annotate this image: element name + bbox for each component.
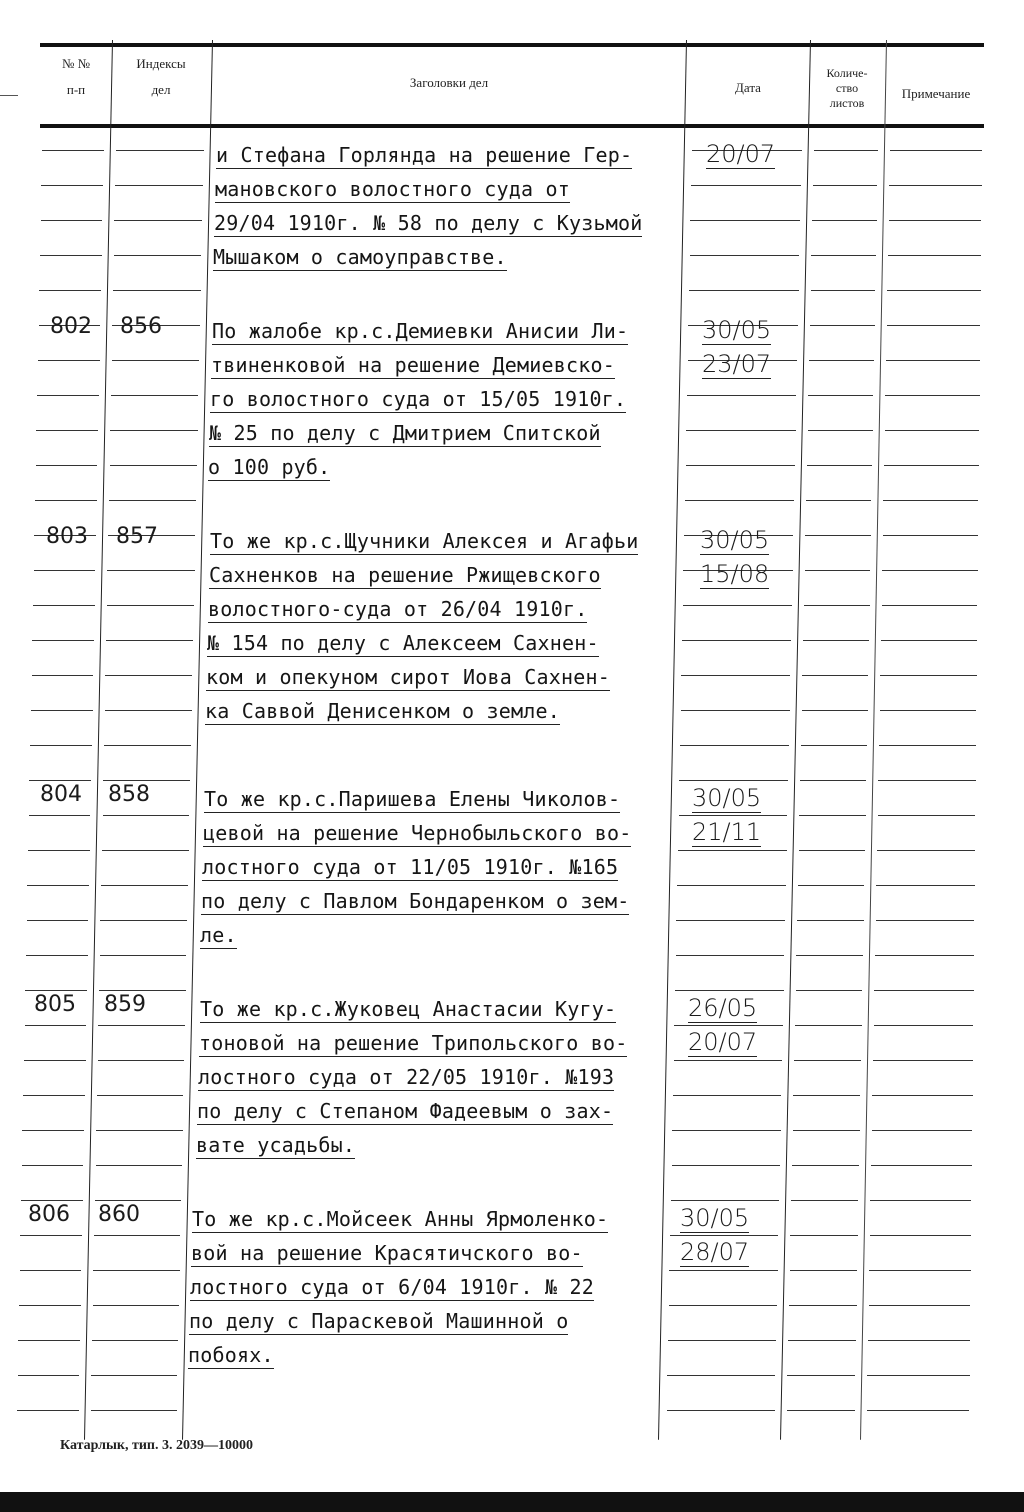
- ruled-line: [885, 395, 979, 396]
- ruled-line: [808, 395, 873, 396]
- ruled-line: [796, 990, 863, 991]
- ruled-line: [690, 220, 800, 221]
- ruled-line: [790, 1270, 858, 1271]
- ruled-line: [883, 535, 978, 536]
- ruled-line: [32, 640, 94, 641]
- ruled-line: [681, 675, 790, 676]
- record-index: 857: [116, 524, 158, 549]
- ruled-line: [94, 1235, 180, 1236]
- ruled-line: [96, 1130, 182, 1131]
- ruled-line: [103, 815, 190, 816]
- ruled-line: [31, 710, 93, 711]
- printer-imprint: Катарлык, тип. 3. 2039—10000: [60, 1438, 253, 1453]
- ruled-line: [867, 1375, 970, 1376]
- ruled-line: [887, 290, 980, 291]
- ruled-line: [683, 605, 792, 606]
- ruled-line: [868, 1340, 970, 1341]
- header-index-sub: дел: [151, 82, 171, 98]
- record-title-line: мановского волостного суда от: [215, 177, 570, 201]
- ruled-line: [811, 255, 876, 256]
- ruled-line: [870, 1200, 971, 1201]
- ruled-line: [106, 640, 193, 641]
- ruled-line: [680, 745, 789, 746]
- ruled-line: [93, 1270, 179, 1271]
- record-title-line: тоновой на решение Трипольского во-: [199, 1031, 628, 1055]
- header-count-3: листов: [829, 96, 865, 110]
- ruled-line: [887, 325, 981, 326]
- ruled-line: [29, 780, 91, 781]
- ruled-line: [890, 150, 982, 151]
- ruled-line: [41, 185, 103, 186]
- ruled-line: [803, 640, 869, 641]
- ruled-line: [107, 570, 194, 571]
- column-line: [860, 40, 887, 1440]
- ruled-line: [810, 325, 875, 326]
- ruled-line: [105, 675, 192, 676]
- record-date: 23/07: [702, 350, 772, 378]
- ruled-line: [677, 885, 786, 886]
- scan-edge-mark: [0, 95, 18, 96]
- ruled-line: [109, 500, 196, 501]
- ruled-line: [804, 605, 870, 606]
- record-title-line: по делу с Павлом Бондаренком о зем-: [201, 889, 630, 913]
- ruled-line: [100, 955, 187, 956]
- ruled-line: [873, 1060, 973, 1061]
- column-line: [84, 40, 113, 1440]
- record-date: 26/05: [688, 994, 758, 1022]
- record-title-line: То же кр.с.Мойсеек Анны Ярмоленко-: [192, 1207, 609, 1231]
- record-date: 30/05: [702, 316, 772, 344]
- ruled-line: [793, 1095, 860, 1096]
- ruled-line: [91, 1410, 177, 1411]
- ruled-line: [812, 220, 877, 221]
- record-date: 30/05: [700, 526, 770, 554]
- ruled-line: [792, 1165, 859, 1166]
- ruled-line: [25, 1025, 87, 1026]
- ruled-line: [670, 1235, 778, 1236]
- ruled-line: [807, 465, 872, 466]
- record-title-line: о 100 руб.: [208, 455, 331, 479]
- ruled-line: [787, 1375, 855, 1376]
- ruled-line: [691, 185, 801, 186]
- record-number: 804: [40, 782, 82, 807]
- ruled-line: [24, 1060, 86, 1061]
- ruled-line: [35, 500, 97, 501]
- record-date: 28/07: [680, 1238, 750, 1266]
- record-number: 802: [50, 314, 92, 339]
- ruled-line: [882, 605, 978, 606]
- header-num-sub: п-п: [66, 82, 86, 98]
- record-title-line: ле.: [200, 923, 237, 947]
- ruled-line: [36, 465, 98, 466]
- ruled-line: [795, 1025, 862, 1026]
- ruled-line: [798, 885, 864, 886]
- ruled-line: [802, 675, 868, 676]
- ruled-line: [112, 360, 200, 361]
- ruled-line: [116, 150, 204, 151]
- ruled-line: [880, 710, 977, 711]
- ruled-line: [95, 1200, 181, 1201]
- record-title-line: № 154 по делу с Алексеем Сахнен-: [207, 631, 599, 655]
- ruled-line: [105, 710, 192, 711]
- ruled-line: [876, 920, 975, 921]
- ruled-line: [787, 1410, 855, 1411]
- ruled-line: [674, 1025, 783, 1026]
- ruled-line: [689, 290, 799, 291]
- ruled-line: [115, 185, 203, 186]
- record-title-line: лостного суда от 11/05 1910г. №165: [202, 855, 619, 879]
- record-title-line: Мышаком о самоуправстве.: [213, 245, 507, 269]
- record-title-line: 29/04 1910г. № 58 по делу с Кузьмой: [214, 211, 643, 235]
- record-title-line: лостного суда от 6/04 1910г. № 22: [190, 1275, 594, 1299]
- ruled-line: [808, 430, 873, 431]
- ruled-line: [687, 395, 796, 396]
- ruled-line: [41, 220, 103, 221]
- ruled-line: [101, 885, 188, 886]
- ruled-line: [867, 1410, 970, 1411]
- record-number: 806: [28, 1202, 70, 1227]
- ruled-line: [876, 885, 974, 886]
- ruled-line: [96, 1165, 182, 1166]
- header-note: Примечание: [901, 86, 971, 101]
- ruled-line: [675, 990, 784, 991]
- ruled-line: [114, 220, 202, 221]
- header-count-1: Количе-: [826, 66, 868, 80]
- record-title-line: волостного-суда от 26/04 1910г.: [208, 597, 588, 621]
- ruled-line: [811, 290, 876, 291]
- scan-bottom-band: [0, 1492, 1024, 1512]
- ruled-line: [99, 990, 186, 991]
- ruled-line: [805, 570, 871, 571]
- record-title-line: вой на решение Красятичского во-: [191, 1241, 583, 1265]
- ruled-line: [676, 955, 785, 956]
- ruled-line: [36, 430, 98, 431]
- ruled-line: [103, 780, 190, 781]
- ruled-line: [872, 1095, 972, 1096]
- ruled-line: [672, 1130, 780, 1131]
- ruled-line: [104, 745, 191, 746]
- ruled-line: [110, 465, 197, 466]
- ruled-line: [690, 255, 800, 256]
- ruled-line: [799, 850, 865, 851]
- ruled-line: [22, 1130, 84, 1131]
- ruled-line: [42, 150, 104, 151]
- ruled-line: [30, 745, 92, 746]
- ruled-line: [93, 1305, 179, 1306]
- ruled-line: [25, 990, 87, 991]
- ruled-line: [679, 815, 788, 816]
- ruled-line: [107, 605, 194, 606]
- ruled-line: [682, 640, 791, 641]
- ruled-line: [676, 920, 785, 921]
- ruled-line: [679, 780, 788, 781]
- ruled-line: [34, 570, 96, 571]
- ruled-line: [26, 955, 88, 956]
- ruled-line: [889, 185, 981, 186]
- ruled-line: [883, 500, 978, 501]
- record-title-line: То же кр.с.Паришева Елены Чиколов-: [204, 787, 621, 811]
- ruled-line: [874, 1025, 974, 1026]
- record-title-line: по делу с Степаном Фадеевым о зах-: [197, 1099, 614, 1123]
- ruled-line: [788, 1340, 856, 1341]
- record-title-line: побоях.: [188, 1343, 274, 1367]
- ruled-line: [27, 885, 89, 886]
- ruled-line: [674, 1060, 783, 1061]
- record-index: 858: [108, 782, 150, 807]
- ruled-line: [111, 395, 198, 396]
- ruled-line: [110, 430, 197, 431]
- record-title-line: го волостного суда от 15/05 1910г.: [210, 387, 627, 411]
- ruled-line: [22, 1165, 84, 1166]
- record-title-line: и Стефана Горлянда на решение Гер-: [216, 143, 633, 167]
- record-title-line: То же кр.с.Щучники Алексея и Агафьи: [210, 529, 639, 553]
- ruled-line: [879, 745, 976, 746]
- ruled-line: [888, 255, 981, 256]
- ruled-line: [882, 570, 978, 571]
- ruled-line: [91, 1375, 177, 1376]
- record-title-line: По жалобе кр.с.Демиевки Анисии Ли-: [212, 319, 629, 343]
- record-title-line: цевой на решение Чернобыльского во-: [203, 821, 632, 845]
- ruled-line: [814, 150, 878, 151]
- ruled-line: [681, 710, 790, 711]
- ruled-line: [796, 955, 863, 956]
- ruled-line: [671, 1200, 779, 1201]
- ruled-line: [806, 500, 871, 501]
- record-title-line: вате усадьбы.: [196, 1133, 356, 1157]
- ruled-line: [28, 850, 90, 851]
- ruled-line: [673, 1095, 781, 1096]
- ruled-line: [21, 1200, 83, 1201]
- ruled-line: [20, 1270, 82, 1271]
- ruled-line: [869, 1270, 971, 1271]
- ruled-line: [790, 1235, 857, 1236]
- ruled-line: [880, 675, 977, 676]
- ruled-line: [805, 535, 870, 536]
- record-title-line: ком и опекуном сирот Иова Сахнен-: [206, 665, 610, 689]
- record-title-line: твиненковой на решение Демиевско-: [211, 353, 615, 377]
- ruled-line: [40, 255, 102, 256]
- record-number: 803: [46, 524, 88, 549]
- ruled-line: [667, 1375, 775, 1376]
- ruled-line: [97, 1095, 183, 1096]
- ruled-line: [878, 815, 976, 816]
- ruled-line: [797, 920, 864, 921]
- ruled-line: [92, 1340, 178, 1341]
- ruled-line: [881, 640, 977, 641]
- ruled-line: [33, 605, 95, 606]
- ruled-line: [869, 1305, 971, 1306]
- ruled-line: [884, 465, 979, 466]
- ruled-line: [686, 465, 795, 466]
- record-index: 859: [104, 992, 146, 1017]
- record-date: 30/05: [680, 1204, 750, 1232]
- ruled-line: [801, 745, 867, 746]
- ruled-line: [669, 1270, 777, 1271]
- ruled-line: [886, 360, 980, 361]
- record-date: 20/07: [706, 140, 776, 168]
- record-title-line: То же кр.с.Жуковец Анастасии Кугу-: [200, 997, 617, 1021]
- ruled-line: [668, 1340, 776, 1341]
- ruled-line: [114, 255, 202, 256]
- ruled-line: [870, 1235, 971, 1236]
- ruled-line: [17, 1410, 79, 1411]
- ruled-line: [874, 990, 973, 991]
- header-top-rule: [40, 43, 984, 47]
- ruled-line: [802, 710, 868, 711]
- header-bottom-rule: [40, 124, 984, 128]
- ruled-line: [19, 1305, 81, 1306]
- ruled-line: [38, 360, 100, 361]
- ruled-line: [23, 1095, 85, 1096]
- ruled-line: [39, 290, 101, 291]
- ruled-line: [872, 1130, 972, 1131]
- ruled-line: [32, 675, 94, 676]
- ruled-line: [102, 850, 189, 851]
- ruled-line: [37, 395, 99, 396]
- ruled-line: [672, 1165, 780, 1166]
- column-line: [780, 40, 811, 1440]
- header-num: № №: [61, 56, 91, 71]
- record-date: 21/11: [692, 818, 762, 846]
- ruled-line: [667, 1410, 775, 1411]
- header-date: Дата: [735, 80, 761, 95]
- record-index: 856: [120, 314, 162, 339]
- ruled-line: [100, 920, 187, 921]
- ruled-line: [29, 815, 91, 816]
- header-count-2: ство: [835, 81, 859, 95]
- ruled-line: [877, 850, 975, 851]
- record-date: 20/07: [688, 1028, 758, 1056]
- ruled-line: [20, 1235, 82, 1236]
- ruled-line: [98, 1060, 185, 1061]
- record-title-line: по делу с Параскевой Машинной о: [189, 1309, 569, 1333]
- ruled-line: [18, 1340, 80, 1341]
- ruled-line: [18, 1375, 80, 1376]
- record-date: 15/08: [700, 560, 770, 588]
- ruled-line: [794, 1060, 861, 1061]
- header-index: Индексы: [136, 56, 186, 71]
- ruled-line: [813, 185, 877, 186]
- record-title-line: Сахненков на решение Ржищевского: [209, 563, 601, 587]
- ruled-line: [885, 430, 979, 431]
- record-date: 30/05: [692, 784, 762, 812]
- ruled-line: [799, 815, 865, 816]
- record-title-line: № 25 по делу с Дмитрием Спитской: [209, 421, 601, 445]
- ruled-line: [791, 1200, 858, 1201]
- ruled-line: [878, 780, 975, 781]
- ruled-line: [98, 1025, 185, 1026]
- ruled-line: [789, 1305, 857, 1306]
- header-title: Заголовки дел: [409, 75, 489, 90]
- ruled-line: [809, 360, 874, 361]
- record-title-line: ка Саввой Денисенком о земле.: [205, 699, 560, 723]
- ruled-line: [889, 220, 982, 221]
- ruled-line: [871, 1165, 972, 1166]
- ruled-line: [685, 500, 794, 501]
- ruled-line: [113, 290, 201, 291]
- ruled-line: [875, 955, 974, 956]
- record-number: 805: [34, 992, 76, 1017]
- ruled-line: [800, 780, 866, 781]
- ruled-line: [27, 920, 89, 921]
- ruled-line: [793, 1130, 860, 1131]
- ruled-line: [669, 1305, 777, 1306]
- record-title-line: лостного суда от 22/05 1910г. №193: [198, 1065, 615, 1089]
- ruled-line: [678, 850, 787, 851]
- ruled-line: [686, 430, 795, 431]
- record-index: 860: [98, 1202, 140, 1227]
